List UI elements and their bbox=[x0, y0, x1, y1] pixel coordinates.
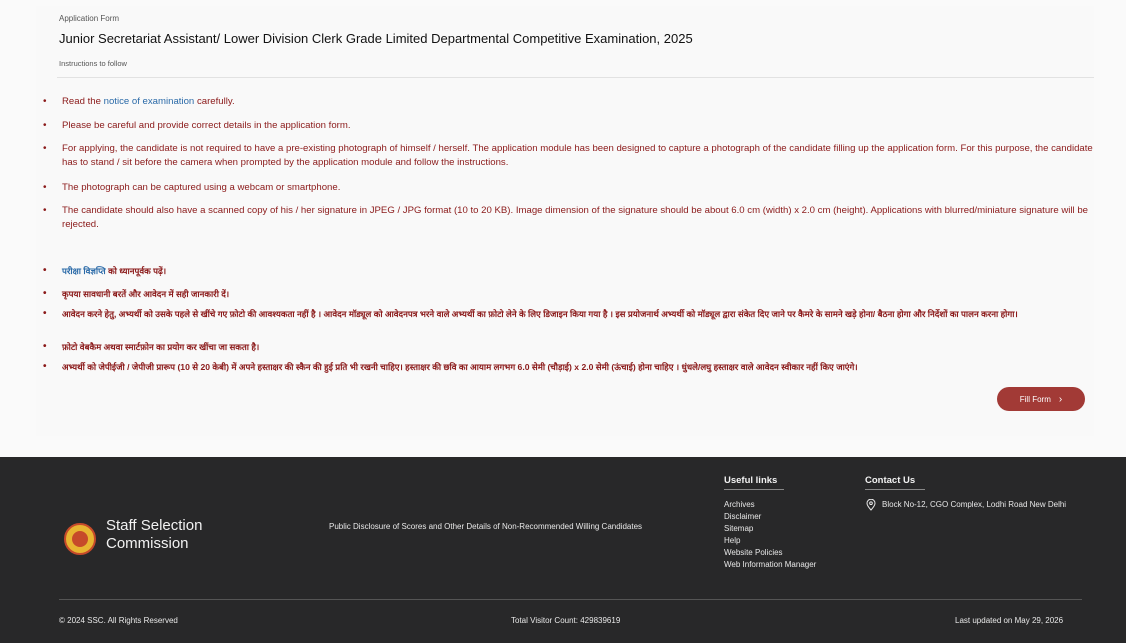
emblem-icon bbox=[72, 531, 88, 547]
footer-divider bbox=[59, 599, 1082, 600]
public-disclosure-link[interactable]: Public Disclosure of Scores and Other Details of Non-Recommended Willing Candidates bbox=[329, 522, 643, 531]
contact-us-title: Contact Us bbox=[865, 475, 916, 486]
useful-links-underline bbox=[724, 489, 784, 490]
bullet-icon: • bbox=[43, 288, 47, 299]
fill-form-label: Fill Form bbox=[1019, 394, 1051, 404]
ssc-logo[interactable] bbox=[64, 523, 96, 555]
list-item bbox=[38, 204, 1098, 232]
notice-of-examination-hindi-link[interactable]: परीक्षा विज्ञप्ति bbox=[62, 266, 106, 276]
bullet-icon: • bbox=[43, 205, 47, 216]
last-updated: Last updated on May 29, 2026 bbox=[955, 616, 1064, 625]
list-item bbox=[38, 361, 1098, 373]
bullet-icon: • bbox=[43, 96, 47, 107]
list-item bbox=[38, 95, 1098, 109]
bullet-icon: • bbox=[43, 308, 47, 319]
footer-link-web-information-manager[interactable]: Web Information Manager bbox=[724, 560, 817, 569]
footer-link-help[interactable]: Help bbox=[724, 536, 741, 545]
bullet-icon: • bbox=[43, 361, 47, 372]
footer-link-sitemap[interactable]: Sitemap bbox=[724, 524, 754, 533]
instruction-text: For applying, the candidate is not required to have a pre-existing photograph of himself / herself. The application module has been designed to capture a photograph of the candidate filling up the application form. For this purpose, the candidate has to stand / sit before the camera when prompted by the application module and follow the instructions. bbox=[62, 143, 1093, 168]
visitor-count: Total Visitor Count: 429839619 bbox=[511, 616, 621, 625]
list-item bbox=[38, 341, 1098, 353]
instructions-label: Instructions to follow bbox=[59, 59, 127, 68]
location-pin-icon bbox=[866, 499, 876, 511]
instruction-text: Read the bbox=[62, 96, 104, 107]
copyright-text: © 2024 SSC. All Rights Reserved bbox=[59, 616, 178, 625]
org-name-line1: Staff Selection bbox=[106, 517, 203, 534]
bullet-icon: • bbox=[43, 120, 47, 131]
app-form-label: Application Form bbox=[59, 14, 120, 23]
instruction-text: Please be careful and provide correct details in the application form. bbox=[62, 120, 351, 131]
contact-us-underline bbox=[865, 489, 925, 490]
list-item bbox=[38, 265, 1098, 277]
bullet-icon: • bbox=[43, 265, 47, 276]
list-item bbox=[38, 142, 1098, 170]
list-item bbox=[38, 181, 1098, 195]
page-title: Junior Secretariat Assistant/ Lower Division Clerk Grade Limited Departmental Competitive Examination, 2025 bbox=[59, 31, 693, 46]
instruction-text: कृपया सावधानी बरतें और आवेदन में सही जानकारी दें। bbox=[62, 289, 230, 299]
useful-links-title: Useful links bbox=[724, 475, 778, 486]
list-item bbox=[38, 288, 1098, 300]
org-name bbox=[106, 517, 202, 553]
list-item bbox=[38, 119, 1098, 133]
site-footer bbox=[0, 457, 1126, 643]
org-name-line2: Commission bbox=[106, 535, 189, 552]
instruction-text: The photograph can be captured using a webcam or smartphone. bbox=[62, 182, 341, 193]
bullet-icon: • bbox=[43, 341, 47, 352]
instruction-text: आवेदन करने हेतु, अभ्यर्थी को उसके पहले से खींचे गए फ़ोटो की आवश्यकता नहीं है । आवेदन मॉड्यूल को आवेदनपत्र भरने वाले अभ्यर्थी का फ़ोटो लेने के लिए डिजाइन किया गया है । इस प्रयोजनार्थ अभ्यर्थी को मॉड्यूल द्वारा संकेत दिए जाने पर कैमरे के सामने खड़े होना/ बैठना होगा और निर्देशों का पालन करना होगा। bbox=[62, 309, 1018, 319]
notice-of-examination-link[interactable]: notice of examination bbox=[103, 96, 195, 107]
footer-link-archives[interactable]: Archives bbox=[724, 500, 755, 509]
fill-form-button[interactable] bbox=[997, 387, 1085, 411]
chevron-right-icon: › bbox=[1058, 393, 1063, 405]
footer-link-disclaimer[interactable]: Disclaimer bbox=[724, 512, 762, 521]
instruction-text: फ़ोटो वेबकैम अथवा स्मार्टफ़ोन का प्रयोग कर खींचा जा सकता है। bbox=[62, 342, 260, 352]
instruction-text: अभ्यर्थी को जेपीईजी / जेपीजी प्रारूप (10 से 20 केबी) में अपने हस्ताक्षर की स्कैन की हुई प्रति भी रखनी चाहिए। हस्ताक्षर की छवि का आयाम लगभग 6.0 सेमी (चौड़ाई) x 2.0 सेमी (ऊंचाई) होना चाहिए । धुंधले/लघु हस्ताक्षर वाले आवेदन स्वीकार नहीं किए जाएंगे। bbox=[62, 362, 858, 372]
instruction-text: carefully. bbox=[194, 96, 235, 107]
header-divider bbox=[57, 77, 1094, 78]
contact-address: Block No-12, CGO Complex, Lodhi Road New Delhi bbox=[882, 500, 1067, 509]
bullet-icon: • bbox=[43, 143, 47, 154]
instruction-text: को ध्यानपूर्वक पढ़ें। bbox=[105, 266, 167, 276]
footer-link-website-policies[interactable]: Website Policies bbox=[724, 548, 783, 557]
instruction-text: The candidate should also have a scanned copy of his / her signature in JPEG / JPG format (10 to 20 KB). Image dimension of the signature should be about 6.0 cm (width) x 2.0 cm (height). Applications with blurred/miniature signature will be rejected. bbox=[62, 205, 1089, 230]
useful-links-list bbox=[724, 499, 816, 571]
list-item bbox=[38, 308, 1098, 320]
bullet-icon: • bbox=[43, 182, 47, 193]
